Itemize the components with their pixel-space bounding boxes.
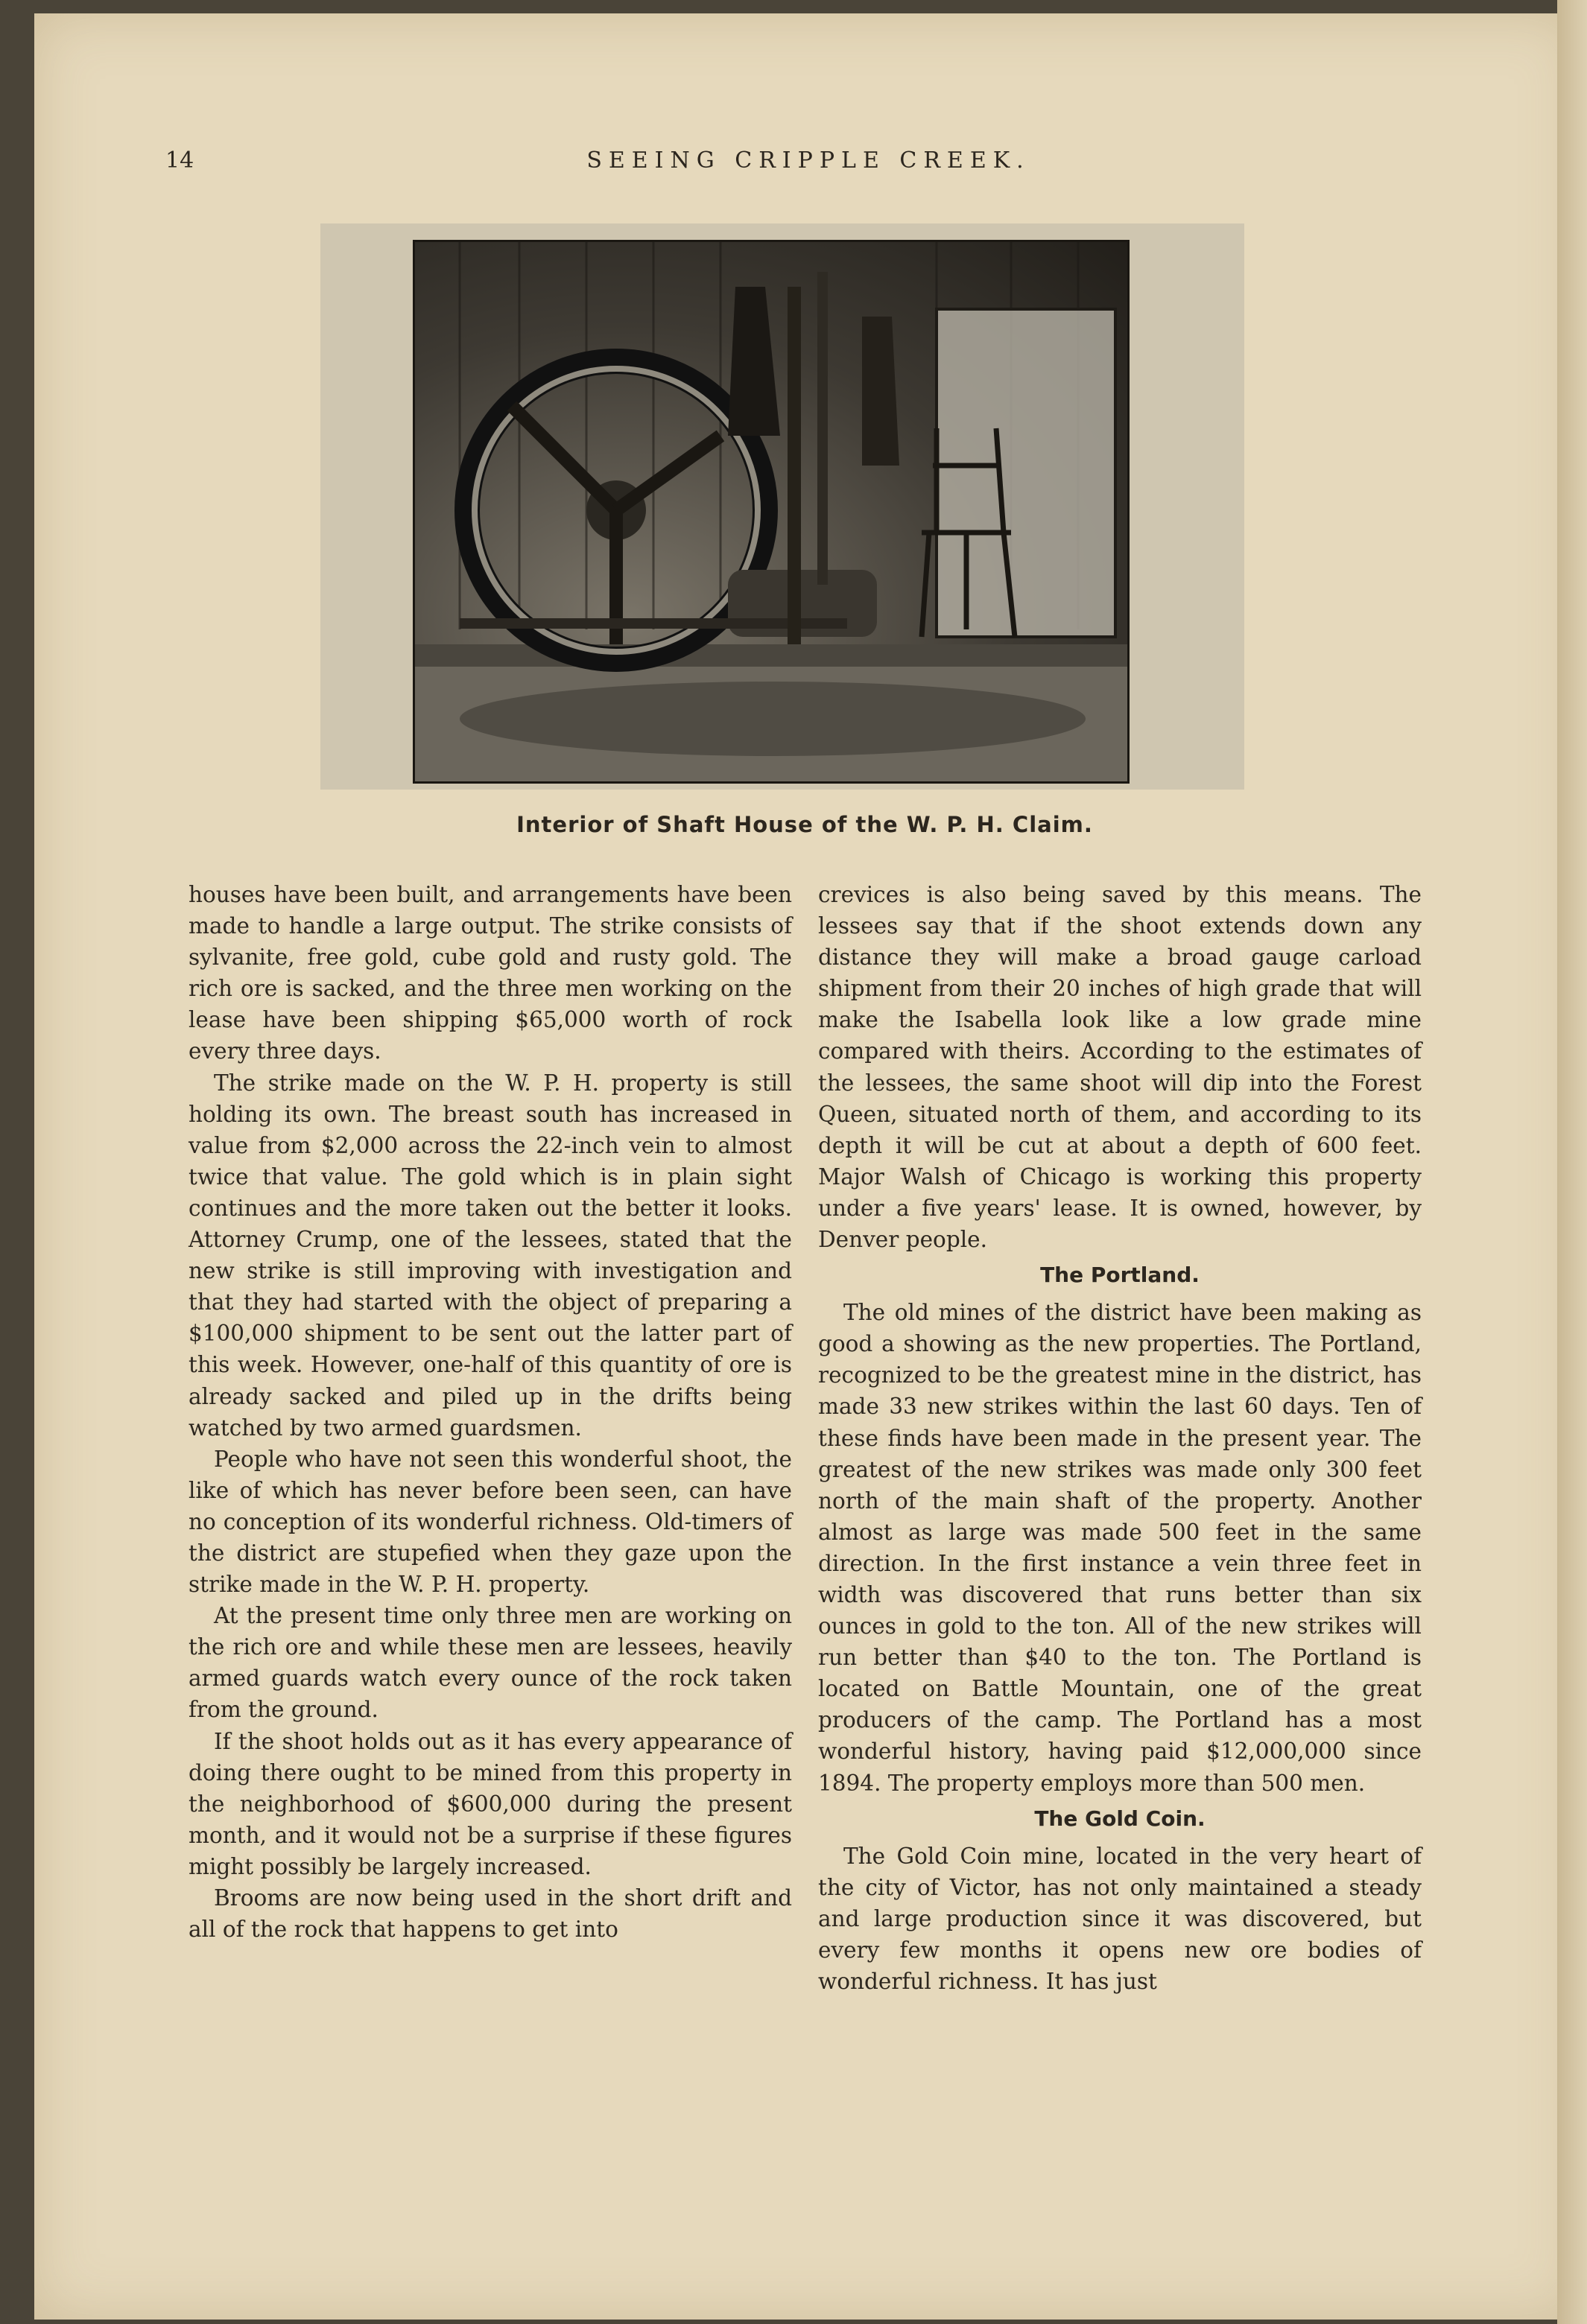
shaft-house-photograph: [413, 240, 1130, 784]
photo-caption: Interior of Shaft House of the W. P. H. Claim.: [516, 812, 1093, 837]
section-heading-gold-coin: The Gold Coin.: [1034, 1806, 1206, 1831]
next-page-edge: [1557, 0, 1587, 2324]
photo-illustration: [415, 242, 1127, 781]
running-title: SEEING CRIPPLE CREEK.: [586, 147, 1030, 174]
paragraph: The strike made on the W. P. H. property is still holding its own. The breast south has increased in value from $2,000 across the 22-inch vein to almost twice that value. The gold which is in plain sight continues and the more taken out the better it looks. Attorney Crump, one of the lessees, stated that the new strike is still improving with investigation and that they had started with the object of preparing a $100,000 shipment to be sent out the latter part of this week. However, one-half of this quantity of ore is already sacked and piled up in the drifts being watched by two armed guardsmen.: [189, 1070, 792, 1441]
section-heading-portland: The Portland.: [1040, 1263, 1200, 1288]
paragraph: Brooms are now being used in the short drift and all of the rock that happens to get into: [189, 1885, 792, 1943]
paragraph: The old mines of the district have been making as good a showing as the new properties. The Portland, recognized to be the greatest mine in the district, has made 33 new strikes within the last 60 days. Ten of these finds have been made in the present year. The greatest of the new strikes was made only 300 feet north of the main shaft of the property. Another almost as large was made 500 feet in the same direction. In the first instance a vein three feet in width was discovered that runs better than six ounces in gold to the ton. All of the new strikes will run better than $40 to the ton. The Portland is located on Battle Mountain, one of the great producers of the camp. The Portland has a most wonderful history, having paid $12,000,000 since 1894. The property employs more than 500 men.: [818, 1300, 1422, 1796]
right-column: [818, 879, 1422, 1997]
paragraph: houses have been built, and arrangements have been made to handle a large output. The strike consists of sylvanite, free gold, cube gold and rusty gold. The rich ore is sacked, and the three men working on the lease have been shipping $65,000 worth of rock every three days.: [189, 882, 792, 1064]
page-number: 14: [165, 147, 194, 174]
paragraph: crevices is also being saved by this means. The lessees say that if the shoot extends down any distance they will make a broad gauge carload shipment from their 20 inches of high grade that will make the Isabella look like a low grade mine compared with theirs. According to the estimates of the lessees, the same shoot will dip into the Forest Queen, situated north of them, and according to its depth it will be cut at about a depth of 600 feet. Major Walsh of Chicago is working this property under a five years' lease. It is owned, however, by Denver people.: [818, 882, 1422, 1253]
paragraph: The Gold Coin mine, located in the very heart of the city of Victor, has not only maintained a steady and large production since it was discovered, but every few months it opens new ore bodies of wonderful richness. It has just: [818, 1843, 1422, 1994]
page-header: [0, 147, 1587, 185]
left-column: [189, 879, 792, 1945]
paragraph: People who have not seen this wonderful shoot, the like of which has never before been seen, can have no conception of its wonderful richness. Old-timers of the district are stupefied when they gaze upon the strike made in the W. P. H. property.: [189, 1446, 792, 1598]
paragraph: At the present time only three men are working on the rich ore and while these men are lessees, heavily armed guards watch every ounce of the rock taken from the ground.: [189, 1603, 792, 1723]
paragraph: If the shoot holds out as it has every appearance of doing there ought to be mined from this property in the neighborhood of $600,000 during the present month, and it would not be a surprise if these figures might possibly be largely increased.: [189, 1728, 792, 1879]
